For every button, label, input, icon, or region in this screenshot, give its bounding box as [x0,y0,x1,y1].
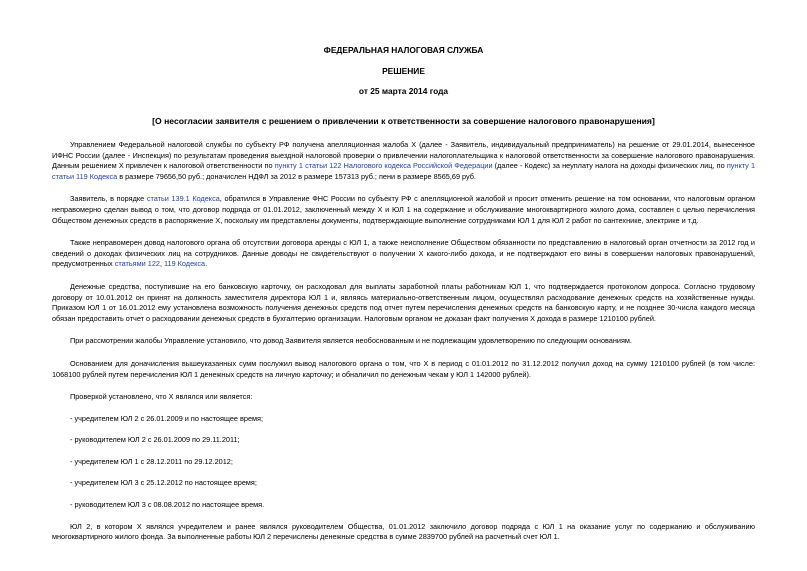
paragraph-1 [52,140,755,182]
paragraph-7: Проверкой установлено, что Х являлся или является: [70,392,253,402]
paragraph-6: Основанием для доначисления вышеуказанных сумм послужил вывод налогового органа о том, что Х в период с 01.01.2012 по 31.12.2012 получил доход на сумму 1210100 рублей (в том числе: 1068100 рублей путем перечисления ЮЛ 1 денежных средств на личную карточку; и обналичил по денежным чекам у ЮЛ 1 142000 рублей). [52,358,755,379]
list-item: - руководителем ЮЛ 3 с 08.08.2012 по настоящее время. [70,500,265,510]
document-date: от 25 марта 2014 года [358,86,449,96]
link-tax-code-119[interactable]: 119 Кодекса [164,259,206,269]
link-articles-122[interactable]: статьями 122 [114,259,160,269]
link-tax-code-art-139-1[interactable]: статьи 139.1 Кодекса [146,194,220,204]
paragraph-text: Заявитель, в порядке [70,194,147,204]
list-item: - учредителем ЮЛ 1 с 28.12.2011 по 29.12.2012; [70,456,233,466]
paragraph-text: в размере 79656,50 руб.; доначислен НДФЛ за 2012 в размере 157313 руб.; пени в размере 8565,69 руб. [117,171,476,181]
list-item: - учредителем ЮЛ 3 с 25.12.2012 по настоящее время; [70,478,257,488]
paragraph-2 [52,194,755,226]
paragraph-4: Денежные средства, поступившие на его банковскую карточку, он расходовал для выплаты заработной платы работникам ЮЛ 1, что подтверждается протоколом допроса. Согласно трудовому договору от 10.01.2012 он принят на должность заместителя директора ЮЛ 1 и, являясь материально-ответственным лицом, осуществлял расходование денежных средств на хозяйственные нужды. Приказом ЮЛ 1 от 16.01.2012 ему установлена возможность получения денежных средств под отчет путем перечисления денежных средств на банковскую карту, и не позднее 30-числа каждого месяца обязан предоставить отчет о расходовании денежных средств в бухгалтерию организации. Налоговым органом не доказан факт получения Х дохода в размере 1210100 рублей. [52,281,755,323]
paragraph-text: (далее - Кодекс) за неуплату налога на доходы физических лиц, по [492,161,727,171]
document-type: РЕШЕНИЕ [382,66,425,76]
paragraph-text: , обратился в Управление ФНС России по субъекту РФ с апелляционной жалобой и просит отменить решение на том основании, что налоговым органом неправомерно сделан вывод о том, что договор подряда от 01.01.2012, заключенный между Х и ЮЛ 1 на содержание и обслуживание многоквартирного жилого дома, составлен с целью перечисления Обществом денежных средств в распоряжение Х, поскольку им представлены документы, подтверждающие выполнение сотрудниками ЮЛ 1 для ЮЛ 2 работ по сантехнике, электрике и т.д. [52,194,755,225]
link-tax-code-art-119[interactable]: пункту 1 статьи 119 Кодекса [52,161,756,181]
paragraph-text: Управлением Федеральной налоговой службы по субъекту РФ получена апелляционная жалоба Х (далее - Заявитель, индивидуальный предприниматель) на решение от 29.01.2014, вынесенное ИФНС России (далее - Инспекция) по результатам проведения выездной налоговой проверки о привлечении налогоплательщика к налоговой ответственности за совершение налогового правонарушения. Данным решением Х привлечен к налоговой ответственности по [52,140,755,171]
agency-title: ФЕДЕРАЛЬНАЯ НАЛОГОВАЯ СЛУЖБА [323,45,484,55]
document-body [52,140,755,555]
paragraph-5: При рассмотрении жалобы Управление установило, что довод Заявителя является необоснованным и не подлежащим удовлетворению по следующим основаниям. [70,336,632,346]
paragraph-13: ЮЛ 2, в котором Х являлся учредителем и ранее являлся руководителем Общества, 01.01.2012 заключило договор подряда с ЮЛ 1 на оказание услуг по содержанию и обслуживанию многоквартирного жилого фонда. За выполненные работы ЮЛ 2 перечислены денежные средства в сумме 2839700 рублей на расчетный счет ЮЛ 1. [52,521,755,542]
paragraph-text: . [205,259,208,269]
paragraph-3 [52,238,755,270]
paragraph-text: , [159,259,164,269]
document-subject: [О несогласии заявителя с решением о привлечении к ответственности за совершение налогового правонарушения] [152,116,655,126]
paragraph-text: Также неправомерен довод налогового органа об отсутствии договора аренды с ЮЛ 1, а также неисполнение Обществом обязанности по представлению в налоговый орган отчетности за 2012 год и сведений о доходах физических лиц на сотрудников. Данные доводы не свидетельствуют о получении Х какого-либо дохода, и не подтверждают его вины в совершении налоговых правонарушений, предусмотренных [52,238,755,269]
link-tax-code-art-122[interactable]: пункту 1 статьи 122 Налогового кодекса Российской Федерации [274,161,493,171]
list-item: - руководителем ЮЛ 2 с 26.01.2009 по 29.11.2011; [70,435,240,445]
list-item: - учредителем ЮЛ 2 с 26.01.2009 и по настоящее время; [70,413,264,423]
